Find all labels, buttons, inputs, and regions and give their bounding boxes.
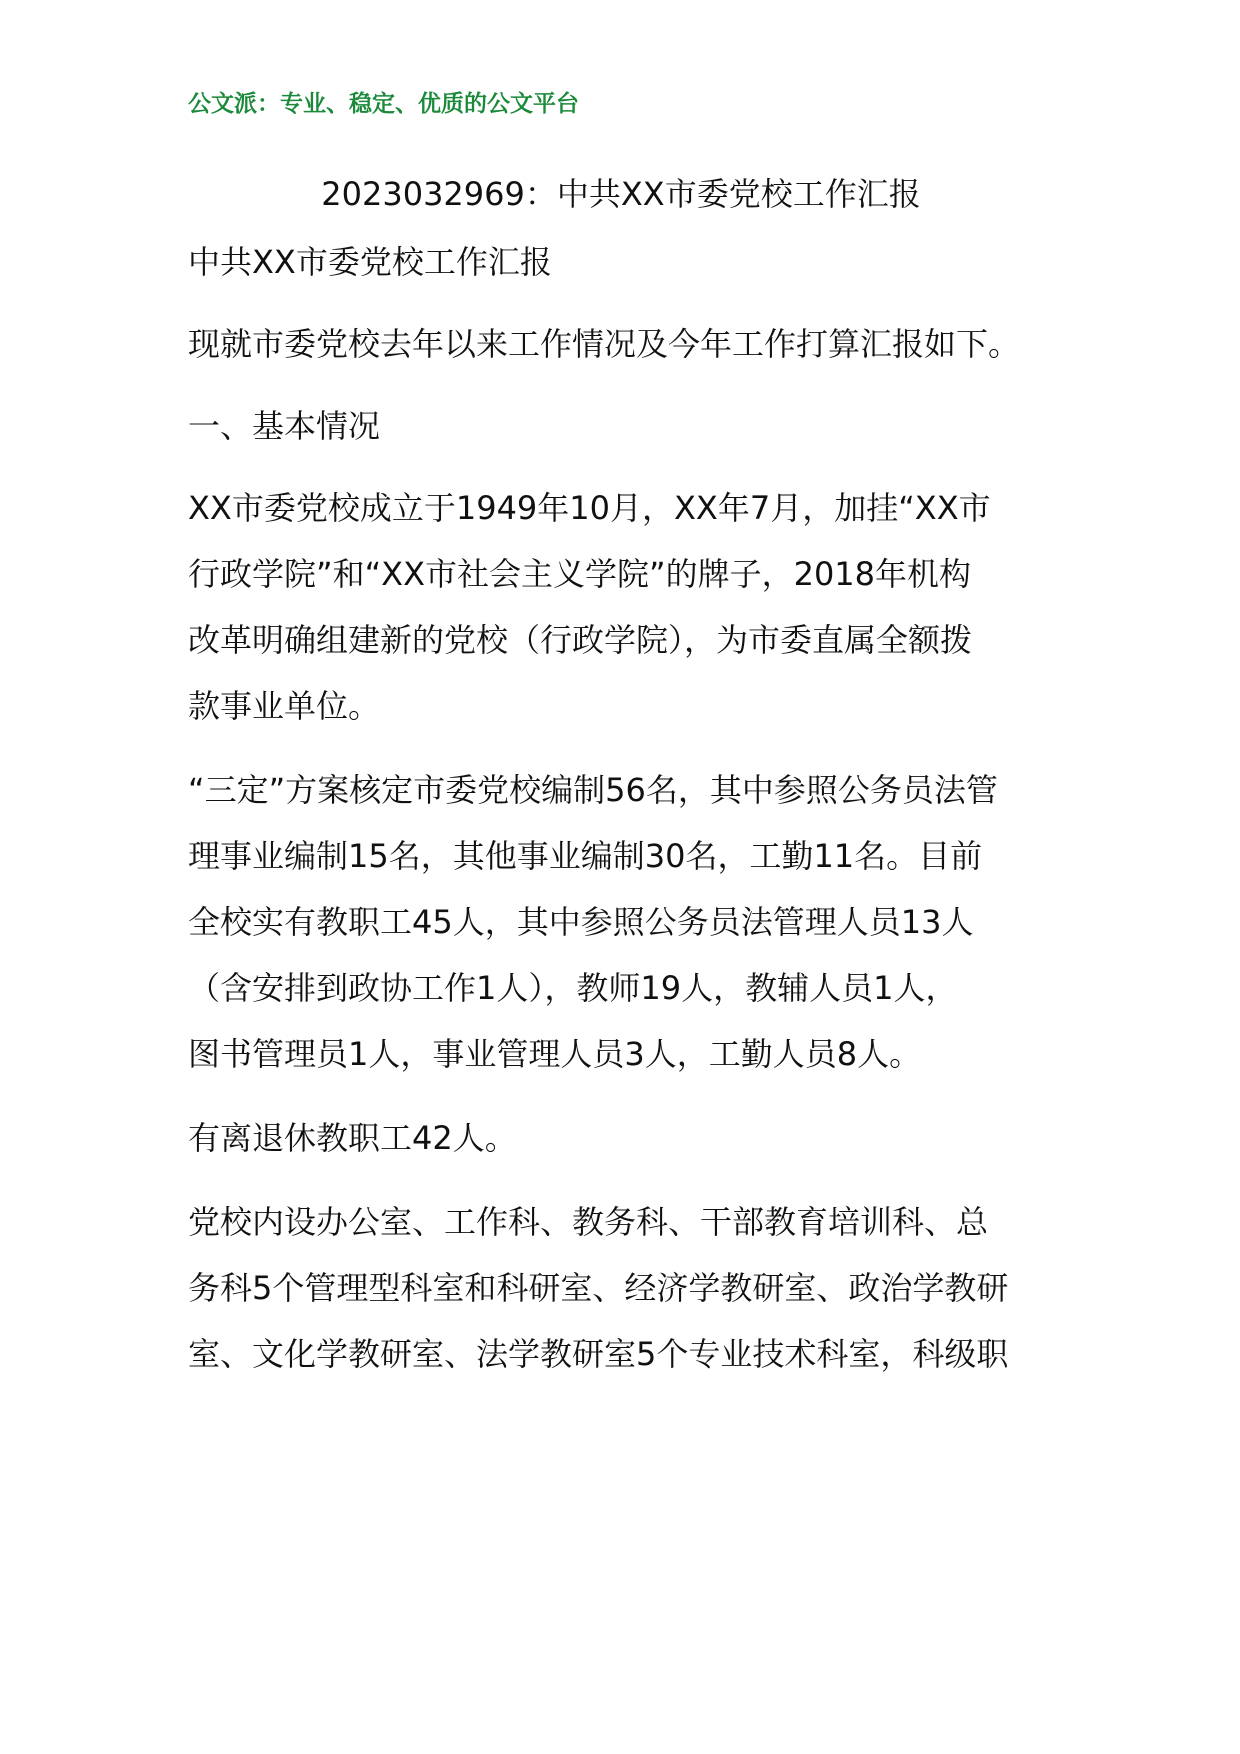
paragraph-line: 理事业编制15名，其他事业编制30名，工勤11名。目前 bbox=[188, 837, 983, 875]
paragraph-line: 有离退休教职工42人。 bbox=[188, 1119, 517, 1157]
intro-line: 现就市委党校去年以来工作情况及今年工作打算汇报如下。 bbox=[188, 325, 1021, 363]
subtitle-line: 中共XX市委党校工作汇报 bbox=[188, 243, 552, 281]
paragraph-line: （含安排到政协工作1人），教师19人，教辅人员1人， bbox=[188, 969, 958, 1007]
paragraph-line: 党校内设办公室、工作科、教务科、干部教育培训科、总 bbox=[188, 1203, 989, 1241]
paragraph-line: 全校实有教职工45人，其中参照公务员法管理人员13人 bbox=[188, 903, 974, 941]
section-heading: 一、基本情况 bbox=[188, 407, 381, 445]
document-title: 2023032969：中共XX市委党校工作汇报 bbox=[321, 175, 921, 213]
paragraph-line: 改革明确组建新的党校（行政学院），为市委直属全额拨 bbox=[188, 621, 973, 659]
paragraph-line: 图书管理员1人，事业管理人员3人，工勤人员8人。 bbox=[188, 1035, 922, 1073]
paragraph-line: 行政学院”和“XX市社会主义学院”的牌子，2018年机构 bbox=[188, 555, 972, 593]
site-header: 公文派：专业、稳定、优质的公文平台 bbox=[188, 91, 579, 117]
paragraph-line: 务科5个管理型科室和科研室、经济学教研室、政治学教研 bbox=[188, 1269, 1009, 1307]
paragraph-line: XX市委党校成立于1949年10月，XX年7月，加挂“XX市 bbox=[188, 489, 991, 527]
paragraph-line: 款事业单位。 bbox=[188, 687, 381, 725]
paragraph-line: 室、文化学教研室、法学教研室5个专业技术科室，科级职 bbox=[188, 1335, 1009, 1373]
paragraph-line: “三定”方案核定市委党校编制56名，其中参照公务员法管 bbox=[188, 771, 998, 809]
